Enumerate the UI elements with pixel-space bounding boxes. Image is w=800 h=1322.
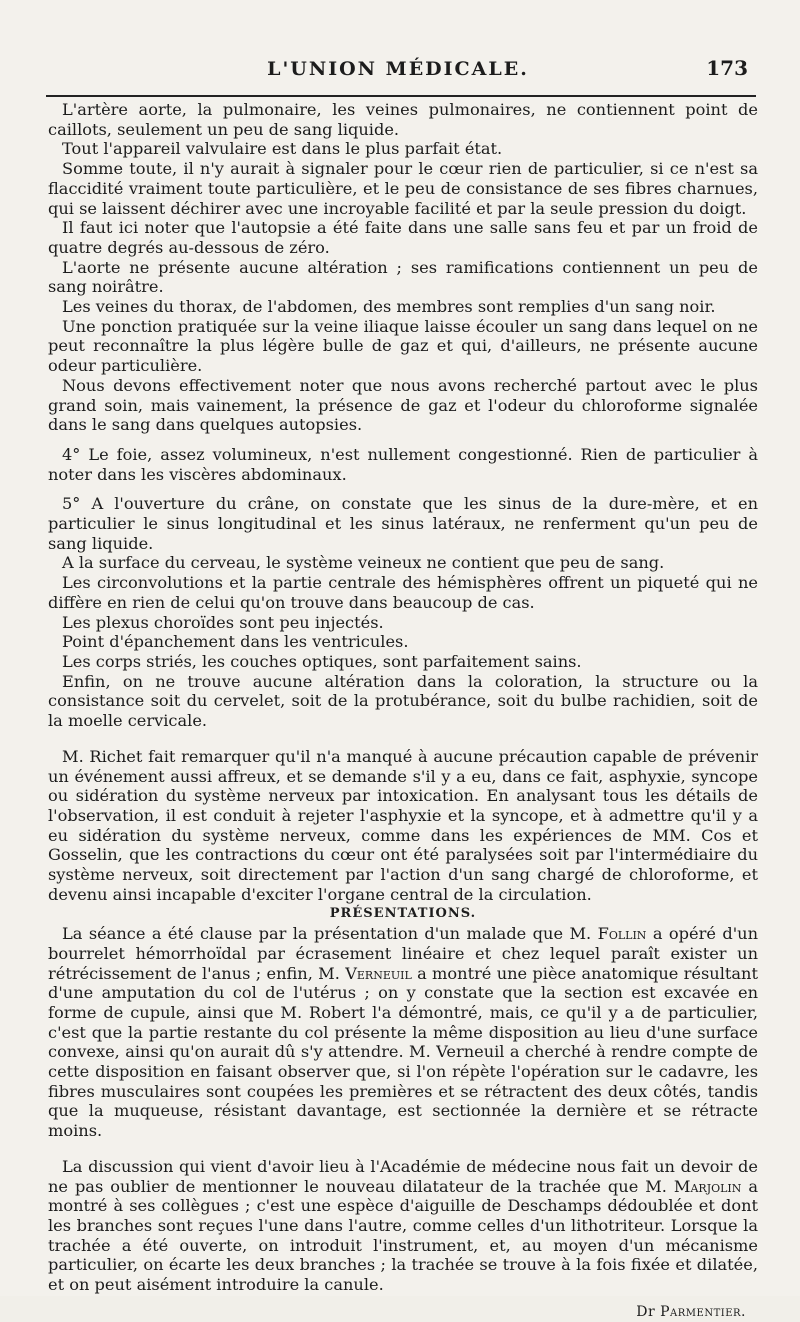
article-body [48,100,758,1322]
text-run: La discussion qui vient d'avoir lieu à l'Académie de médecine nous fait un devoir de ne pas oublier de mentionner le nouveau dilatateur de la trachée que M. [48,1156,758,1196]
presentation-paragraph-1 [48,924,758,1141]
paragraph-liver: 4° Le foie, assez volumineux, n'est nullement congestionné. Rien de particulier à noter dans les viscères abdominaux. [48,444,758,484]
paragraph: Nous devons effectivement noter que nous avons recherché partout avec le plus grand soin, mais vainement, la présence de gaz et l'odeur du chloroforme signalée dans le sang dans quelques autopsies. [48,375,758,435]
signature-prefix: Dr [636,1303,661,1320]
paragraph: Tout l'appareil valvulaire est dans le plus parfait état. [62,139,503,159]
text-run: a montré une pièce anatomique résultant d'une amputation du col de l'utérus ; on y constate que la section est excavée en forme de cupule, ainsi que M. Robert l'a démontré, mais, ce qu'il y a de particulier, c'est que la partie restante du col présente la même disposition au lieu d'une surface convexe, ainsi qu'on aurait dû s'y attendre. M. Verneuil a cherché à rendre compte de cette disposition en faisant observer que, si l'on répète l'opération sur le cadavre, les fibres musculaires sont coupées les premières et se rétractent des deux côtés, tandis que la muqueuse, résistant davantage, est sectionnée la dernière et se rétracte moins. [48,963,758,1141]
paragraph: A la surface du cerveau, le système veineux ne contient que peu de sang. [62,553,665,573]
paragraph: Les corps striés, les couches optiques, sont parfaitement sains. [62,651,582,671]
author-signature [48,1303,758,1322]
page-header [48,50,748,80]
presentation-paragraph-2 [48,1157,758,1295]
paragraph: Les plexus choroïdes sont peu injectés. [62,612,384,632]
paragraph: Point d'épanchement dans les ventricules. [62,632,409,652]
text-run: a montré à ses collègues ; c'est une espèce d'aiguille de Deschamps dédoublée et dont les branches sont reçues l'une dans l'autre, comme celles d'un lithotriteur. Lorsque la trachée a été ouverte, on introduit l'instrument, et, au moyen d'un mécanisme particulier, on écarte les deux branches ; la trachée se trouve à la fois fixée et dilatée, et on peut aisément introduire la canule. [48,1176,758,1295]
surgeon-name: Verneuil [345,963,412,983]
paragraph: 5° A l'ouverture du crâne, on constate que les sinus de la dure-mère, et en particulier le sinus longitudinal et les sinus latéraux, ne renferment qu'un peu de sang liquide. [48,494,758,553]
paragraph: Somme toute, il n'y aurait à signaler pour le cœur rien de particulier, si ce n'est sa flaccidité vraiment toute particulière, et le peu de consistance de ses fibres charnues, qui se laissent déchirer avec une incroyable facilité et par la seule pression du doigt. [48,159,758,218]
paragraph: L'artère aorte, la pulmonaire, les veines pulmonaires, ne contiennent point de caillots, seulement un peu de sang liquide. [48,100,758,139]
section-heading: PRÉSENTATIONS. [329,906,477,922]
journal-title: L'UNION MÉDICALE. [267,58,529,80]
surgeon-name: Marjolin [673,1176,742,1196]
paragraph: Une ponction pratiquée sur la veine iliaque laisse écouler un sang dans lequel on ne peut reconnaître la plus légère bulle de gaz et qui, d'ailleurs, ne présente aucune odeur particulière. [48,316,758,376]
paragraph: Enfin, on ne trouve aucune altération dans la coloration, la structure ou la consistance soit du cervelet, soit de la protubérance, soit du bulbe rachidien, soit de la moelle cervicale. [48,671,758,731]
paragraph: Les circonvolutions et la partie centrale des hémisphères offrent un piqueté qui ne diffère en rien de celui qu'on trouve dans beaucoup de cas. [48,573,758,612]
surgeon-name: Follin [597,924,647,944]
header-rule [46,95,756,97]
text-run: La séance a été clause par la présentation d'un malade que M. [62,924,598,944]
paragraph-richet: M. Richet fait remarquer qu'il n'a manqué à aucune précaution capable de prévenir un événement aussi affreux, et se demande s'il y a eu, dans ce fait, asphyxie, syncope ou sidération du système nerveux par intoxication. En analysant tous les détails de l'observation, il est conduit à rejeter l'asphyxie et la syncope, et à admettre qu'il y a eu sidération du système nerveux, comme dans les expériences de MM. Cos et Gosselin, que les contractions du cœur ont été paralysées soit par l'intermédiaire du système nerveux, soit directement par l'action d'un sang chargé de chloroforme, et devenu ainsi incapable d'exciter l'organe central de la circulation. [48,746,758,904]
signature-name: Parmentier. [660,1303,746,1320]
page-number: 173 [706,56,748,80]
paragraph: Il faut ici noter que l'autopsie a été faite dans une salle sans feu et par un froid de quatre degrés au-dessous de zéro. [48,218,758,257]
paragraph: Les veines du thorax, de l'abdomen, des membres sont remplies d'un sang noir. [62,297,716,317]
paragraph: L'aorte ne présente aucune altération ; ses ramifications contiennent un peu de sang noirâtre. [48,257,758,297]
text-run: a opéré d'un bourrelet hémorrhoïdal par écrasement linéaire et chez lequel paraît exister un rétrécissement de l'anus ; enfin, M. [48,924,758,983]
